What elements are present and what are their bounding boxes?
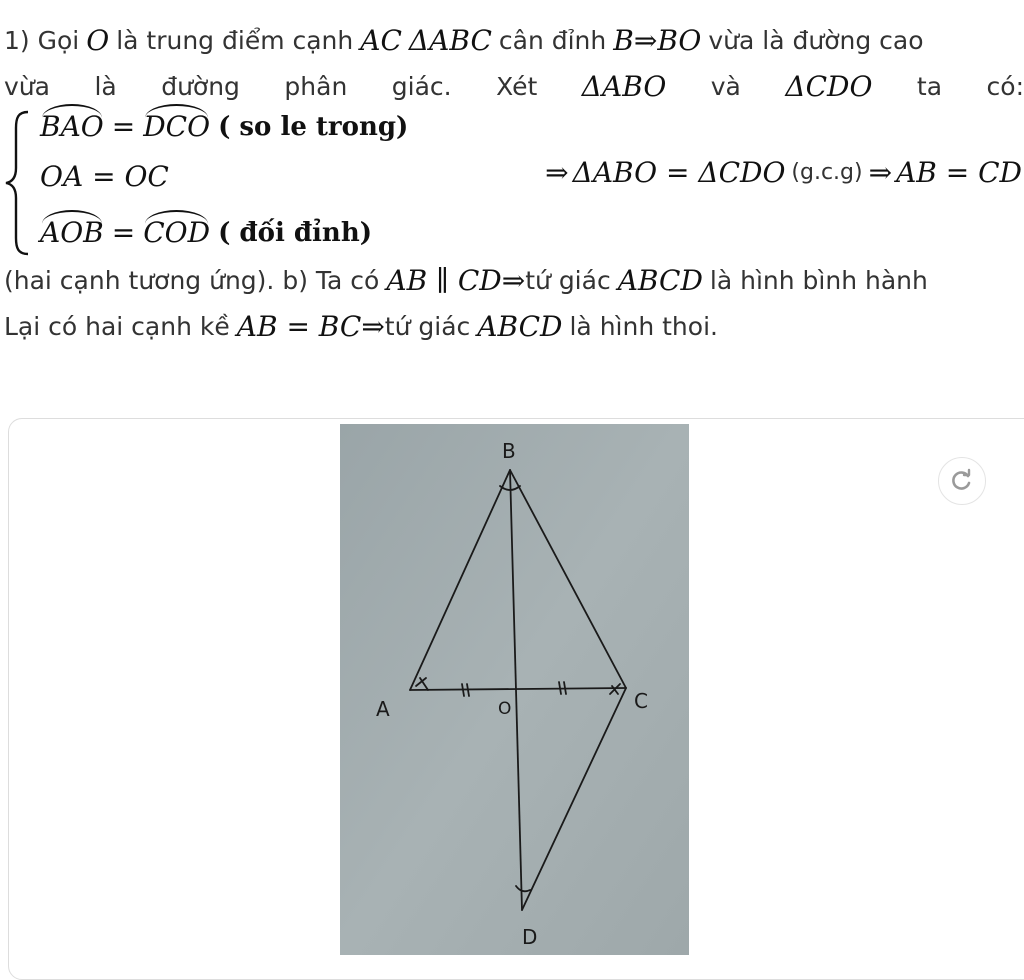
text-line-4 [4, 258, 1024, 304]
angle-COD: COD [143, 216, 211, 249]
side-equality: OA = OC [40, 160, 169, 193]
math-triangle-CDO: ΔCDO [785, 70, 873, 103]
side-result: AB = CD [896, 156, 1022, 189]
geometry-drawing [340, 424, 689, 955]
geometry-photo [340, 424, 689, 955]
word: là [94, 72, 117, 101]
word: vừa [4, 72, 50, 101]
text-line-2 [4, 64, 1024, 110]
congruence-conclusion [545, 156, 1022, 189]
word: ta [916, 72, 943, 101]
text: vừa là đường cao [708, 26, 924, 55]
triangle-congruence: ΔABO = ΔCDO [572, 156, 786, 189]
solution-text-part2 [4, 258, 1024, 350]
equals-symbol: = [111, 110, 136, 143]
math-O: O [86, 24, 110, 57]
text: là hình thoi. [569, 312, 718, 341]
equation-system [4, 108, 1024, 258]
word: Xét [496, 72, 538, 101]
implies-symbol: ⇒ [501, 264, 526, 297]
curly-brace-icon [4, 108, 34, 258]
implies-symbol: ⇒ [361, 310, 385, 343]
label-B: B [502, 439, 516, 463]
math-BO: BO [657, 24, 702, 57]
math-triangle-ABC: ΔABC [408, 24, 492, 57]
word: và [710, 72, 741, 101]
text: tứ giác [525, 266, 611, 295]
math-parallel: AB ∥ CD [386, 264, 502, 297]
math-AC: AC [360, 24, 402, 57]
congruence-case: (g.c.g) [791, 160, 863, 185]
word: đường [161, 72, 240, 101]
word: có: [986, 72, 1024, 101]
math-B: B [613, 24, 634, 57]
reason-vertical-angles: ( đối đỉnh) [218, 217, 373, 248]
word: giác. [391, 72, 452, 101]
system-row-vertical-angles [40, 216, 372, 249]
implies-symbol: ⇒ [868, 156, 893, 189]
implies-symbol: ⇒ [545, 156, 569, 189]
reload-button[interactable] [938, 457, 986, 505]
math-triangle-ABO: ΔABO [581, 70, 667, 103]
text: 1) Gọi [4, 26, 80, 55]
math-ABCD: ABCD [477, 310, 563, 343]
reload-icon [949, 468, 975, 494]
math-ABCD: ABCD [617, 264, 703, 297]
implies-symbol: ⇒ [633, 24, 658, 57]
solution-text-part1 [4, 18, 1024, 110]
system-row-side-equality [40, 160, 169, 193]
text: cân đỉnh [498, 26, 607, 55]
math-equal-sides: AB = BC [236, 310, 362, 343]
reason-alternate-interior: ( so le trong) [218, 111, 409, 142]
word: phân [284, 72, 348, 101]
label-O: O [498, 699, 512, 719]
text-line-5 [4, 304, 1024, 350]
equals-symbol: = [111, 216, 136, 249]
text: tứ giác [384, 312, 471, 341]
label-D: D [522, 925, 538, 949]
text-line-1 [4, 18, 1024, 64]
label-A: A [376, 697, 390, 721]
text: Lại có hai cạnh kề [4, 312, 230, 341]
angle-AOB: AOB [40, 216, 104, 249]
label-C: C [634, 689, 648, 713]
angle-BAO: BAO [40, 110, 104, 143]
angle-DCO: DCO [143, 110, 211, 143]
text: là hình bình hành [709, 266, 928, 295]
system-row-angle-equality [40, 110, 408, 143]
text: (hai cạnh tương ứng). b) Ta có [4, 266, 380, 295]
text: là trung điểm cạnh [116, 26, 354, 55]
